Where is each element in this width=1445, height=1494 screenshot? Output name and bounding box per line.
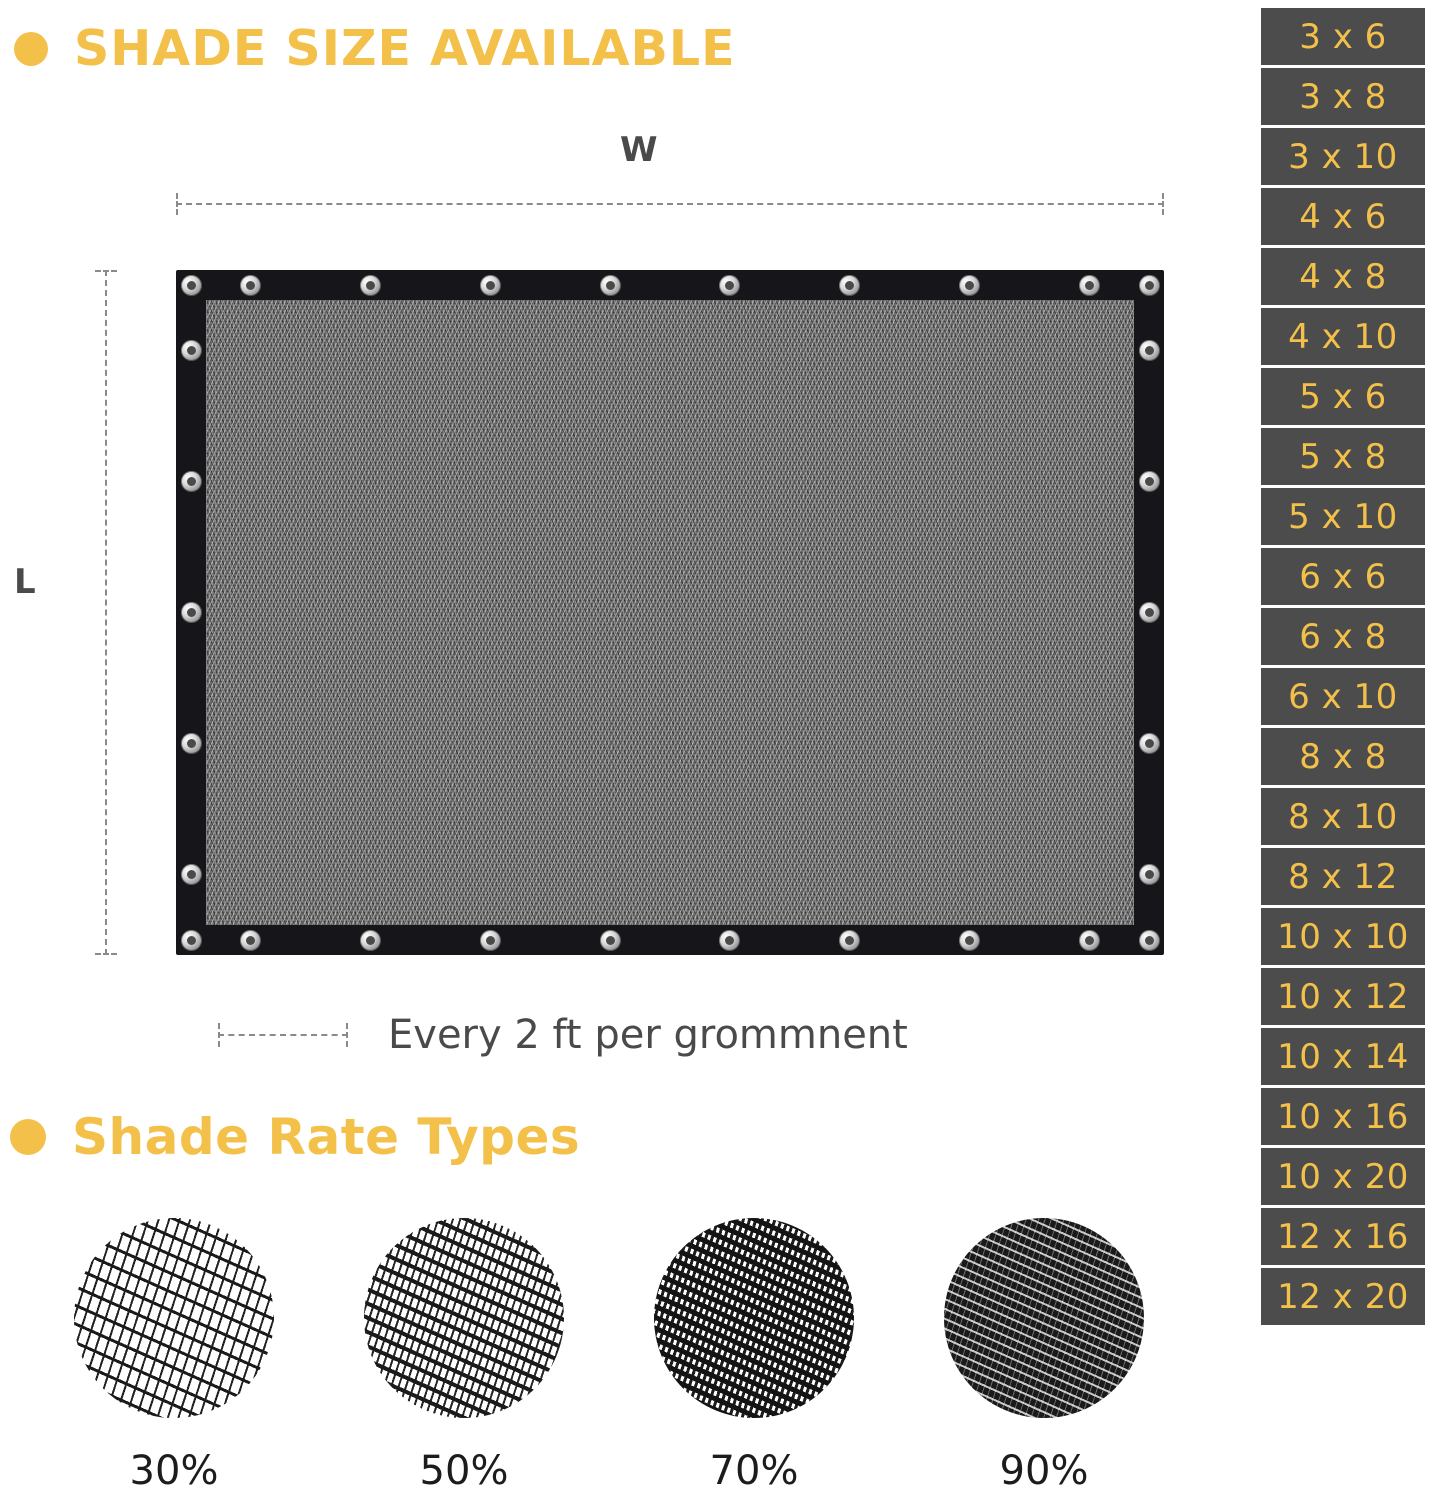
shade-rate-item xyxy=(944,1218,1144,1494)
shade-rate-item xyxy=(74,1218,274,1494)
length-dimension-label: L xyxy=(14,562,36,602)
grommet-right xyxy=(1139,602,1160,623)
grommet-bottom xyxy=(480,930,501,951)
shade-rate-label: 30% xyxy=(129,1448,219,1494)
size-chip[interactable]: 3 x 8 xyxy=(1261,68,1425,125)
width-dimension-line xyxy=(176,193,1164,215)
grommet-left xyxy=(181,864,202,885)
dimension-line-horizontal xyxy=(176,203,1164,205)
shade-rate-label: 50% xyxy=(419,1448,509,1494)
grommet-bottom xyxy=(959,930,980,951)
dimension-cap-left xyxy=(176,193,178,215)
shade-rate-swatch-icon xyxy=(74,1218,274,1418)
grommet-top xyxy=(600,275,621,296)
dimension-cap-left xyxy=(218,1023,220,1047)
size-chip[interactable]: 5 x 10 xyxy=(1261,488,1425,545)
page-title-label: SHADE SIZE AVAILABLE xyxy=(74,20,736,77)
shade-rate-swatch-icon xyxy=(944,1218,1144,1418)
shade-rate-title xyxy=(10,1108,580,1166)
grommet-bottom xyxy=(719,930,740,951)
grommet-spacing-note xyxy=(218,1012,908,1058)
size-chip[interactable]: 10 x 14 xyxy=(1261,1028,1425,1085)
size-chip[interactable]: 12 x 16 xyxy=(1261,1208,1425,1265)
shade-rate-swatch-icon xyxy=(364,1218,564,1418)
grommet-corner-tl xyxy=(181,275,202,296)
shade-rate-label: 70% xyxy=(709,1448,799,1494)
grommet-bottom xyxy=(240,930,261,951)
grommet-right xyxy=(1139,733,1160,754)
size-chip[interactable]: 3 x 10 xyxy=(1261,128,1425,185)
shade-rate-item xyxy=(364,1218,564,1494)
size-chip[interactable]: 8 x 10 xyxy=(1261,788,1425,845)
shade-rate-item xyxy=(654,1218,854,1494)
grommet-bottom xyxy=(600,930,621,951)
bullet-icon xyxy=(14,32,48,66)
grommet-top xyxy=(240,275,261,296)
size-chip[interactable]: 10 x 12 xyxy=(1261,968,1425,1025)
grommet-right xyxy=(1139,471,1160,492)
grommet-bottom xyxy=(839,930,860,951)
size-chip[interactable]: 4 x 8 xyxy=(1261,248,1425,305)
size-chip[interactable]: 4 x 10 xyxy=(1261,308,1425,365)
grommet-left xyxy=(181,602,202,623)
size-chip[interactable]: 6 x 6 xyxy=(1261,548,1425,605)
grommet-corner-bl xyxy=(181,930,202,951)
width-dimension-label: W xyxy=(620,130,658,170)
size-chip[interactable]: 8 x 8 xyxy=(1261,728,1425,785)
size-chip[interactable]: 5 x 6 xyxy=(1261,368,1425,425)
grommet-top xyxy=(360,275,381,296)
page-title xyxy=(14,20,736,77)
size-list xyxy=(1261,8,1425,1325)
panel-mesh-fabric xyxy=(206,300,1134,925)
grommet-top xyxy=(839,275,860,296)
grommet-bottom xyxy=(1079,930,1100,951)
size-chip[interactable]: 6 x 10 xyxy=(1261,668,1425,725)
grommet-corner-tr xyxy=(1139,275,1160,296)
size-chip[interactable]: 4 x 6 xyxy=(1261,188,1425,245)
size-chip[interactable]: 5 x 8 xyxy=(1261,428,1425,485)
grommet-top xyxy=(480,275,501,296)
size-chip[interactable]: 12 x 20 xyxy=(1261,1268,1425,1325)
dimension-cap-right xyxy=(346,1023,348,1047)
dimension-line-vertical xyxy=(105,270,107,955)
grommet-top xyxy=(1079,275,1100,296)
size-chip[interactable]: 6 x 8 xyxy=(1261,608,1425,665)
grommet-bottom xyxy=(360,930,381,951)
dimension-line-horizontal xyxy=(218,1034,348,1036)
grommet-spacing-text: Every 2 ft per grommnent xyxy=(388,1012,908,1058)
bullet-icon xyxy=(10,1119,46,1155)
grommet-top xyxy=(719,275,740,296)
grommet-top xyxy=(959,275,980,296)
shade-rate-label: 90% xyxy=(999,1448,1089,1494)
size-chip[interactable]: 10 x 16 xyxy=(1261,1088,1425,1145)
shade-rate-swatch-icon xyxy=(654,1218,854,1418)
grommet-left xyxy=(181,471,202,492)
dimension-cap-top xyxy=(95,270,117,272)
grommet-corner-br xyxy=(1139,930,1160,951)
length-dimension-line xyxy=(95,270,117,955)
dimension-cap-bottom xyxy=(95,953,117,955)
size-chip[interactable]: 8 x 12 xyxy=(1261,848,1425,905)
grommet-right xyxy=(1139,864,1160,885)
grommet-spacing-dimension xyxy=(218,1023,348,1047)
shade-panel-diagram xyxy=(176,270,1164,955)
grommet-left xyxy=(181,340,202,361)
grommet-left xyxy=(181,733,202,754)
grommet-right xyxy=(1139,340,1160,361)
size-chip[interactable]: 10 x 10 xyxy=(1261,908,1425,965)
shade-rate-list xyxy=(74,1218,1204,1494)
size-chip[interactable]: 3 x 6 xyxy=(1261,8,1425,65)
size-chip[interactable]: 10 x 20 xyxy=(1261,1148,1425,1205)
dimension-cap-right xyxy=(1162,193,1164,215)
shade-rate-title-label: Shade Rate Types xyxy=(72,1108,581,1166)
